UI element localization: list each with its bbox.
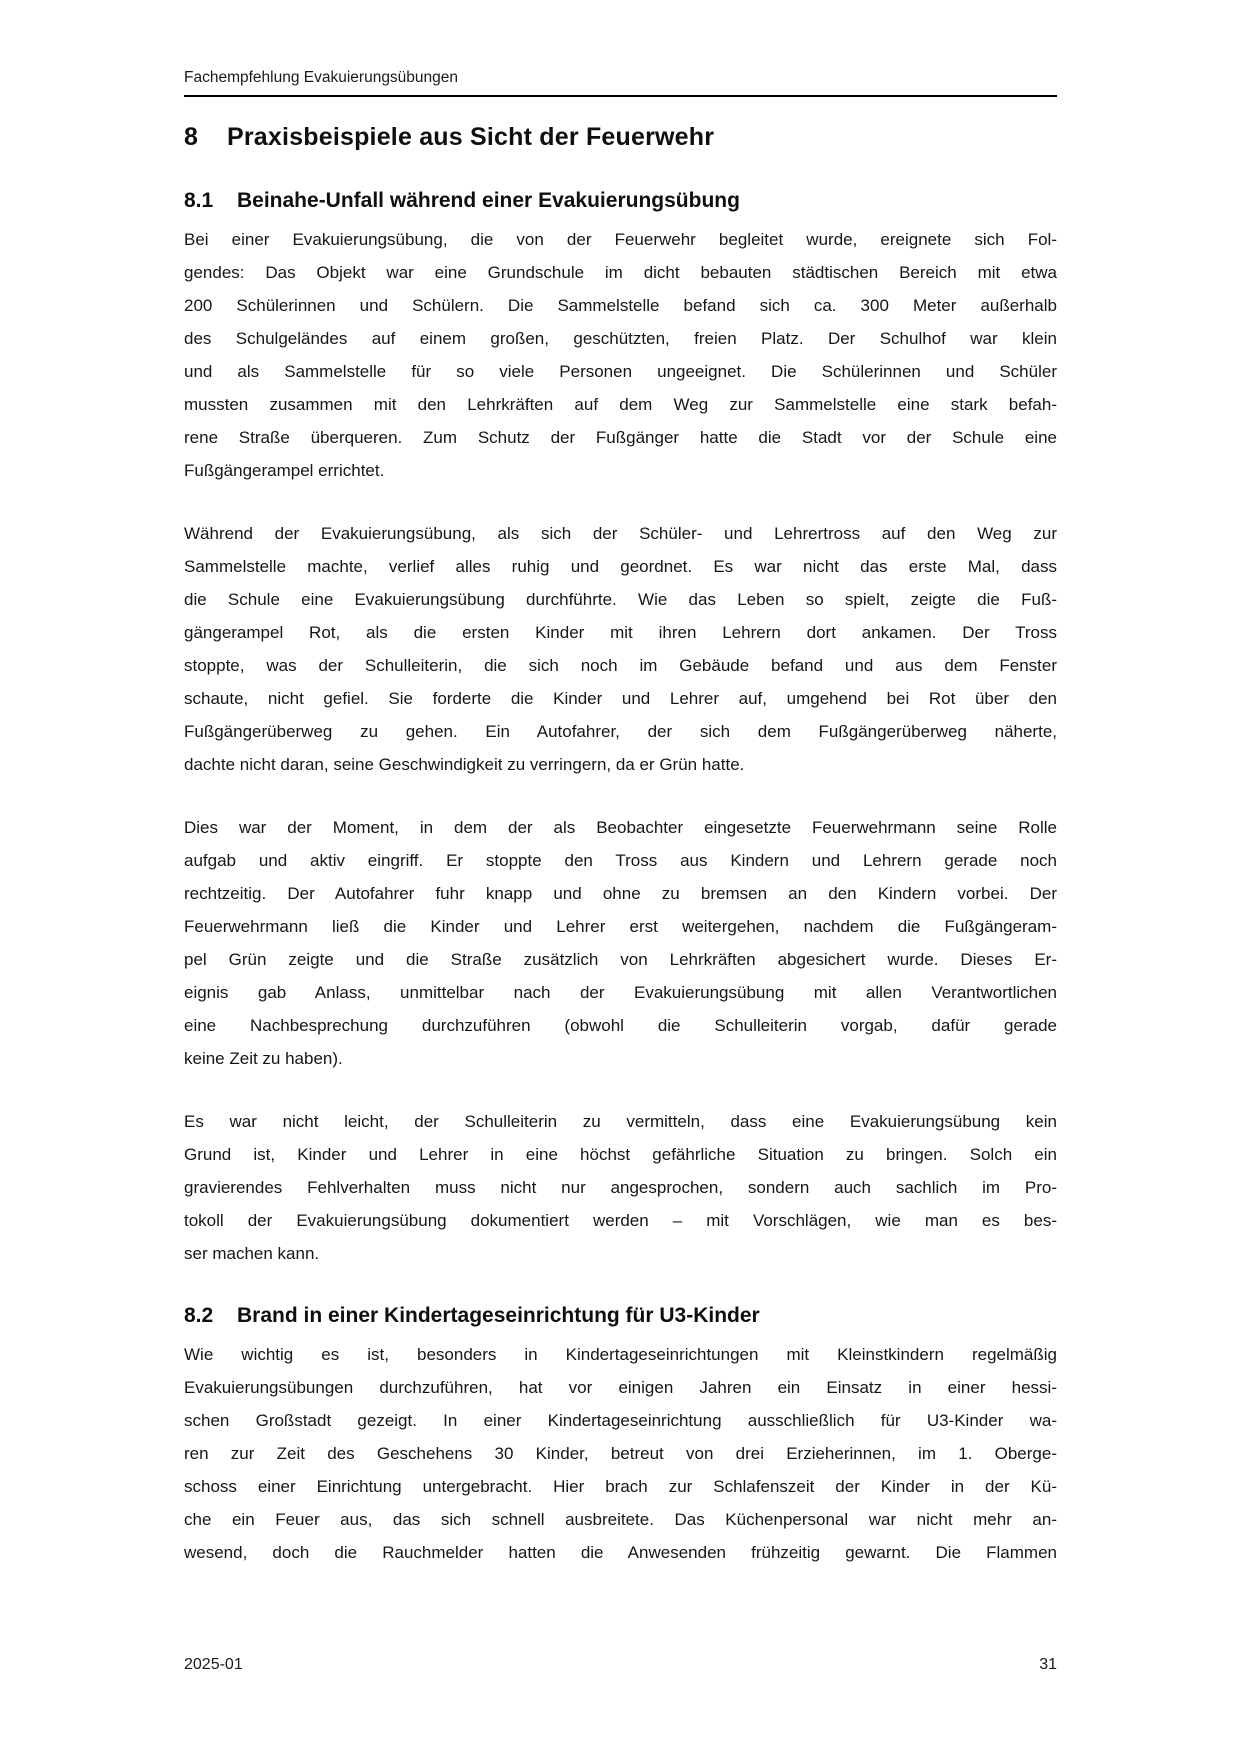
text-line: Fußgängerampel errichtet. [184, 461, 385, 480]
text-line: Es war nicht leicht, der Schulleiterin zu vermitteln, dass eine Evakuierungsübung kein [184, 1112, 1057, 1131]
section-heading-8-2 [184, 1302, 1057, 1329]
text-line: Fußgängerüberweg zu gehen. Ein Autofahrer, der sich dem Fußgängerüberweg näherte, [184, 722, 1057, 741]
text-line: eine Nachbesprechung durchzuführen (obwohl die Schulleiterin vorgab, dafür gerade [184, 1016, 1057, 1035]
text-line: che ein Feuer aus, das sich schnell ausbreitete. Das Küchenpersonal war nicht mehr an- [184, 1510, 1057, 1529]
chapter-title: Praxisbeispiele aus Sicht der Feuerwehr [227, 123, 715, 151]
text-line: gängerampel Rot, als die ersten Kinder mit ihren Lehrern dort ankamen. Der Tross [184, 623, 1057, 642]
text-line: mussten zusammen mit den Lehrkräften auf dem Weg zur Sammelstelle eine stark befah- [184, 395, 1057, 414]
paragraph-2 [184, 517, 1057, 781]
section-heading-8-1 [184, 187, 1057, 214]
text-line: des Schulgeländes auf einem großen, geschützten, freien Platz. Der Schulhof war klein [184, 329, 1057, 348]
text-line: Sammelstelle machte, verlief alles ruhig und geordnet. Es war nicht das erste Mal, dass [184, 557, 1057, 576]
section-title: Brand in einer Kindertageseinrichtung für U3-Kinder [237, 1304, 760, 1327]
text-line: Bei einer Evakuierungsübung, die von der Feuerwehr begleitet wurde, ereignete sich Fol- [184, 230, 1057, 249]
text-line: tokoll der Evakuierungsübung dokumentiert werden – mit Vorschlägen, wie man es bes- [184, 1211, 1057, 1230]
text-line: pel Grün zeigte und die Straße zusätzlich von Lehrkräften abgesichert wurde. Dieses Er- [184, 950, 1057, 969]
text-line: ren zur Zeit des Geschehens 30 Kinder, betreut von drei Erzieherinnen, im 1. Oberge- [184, 1444, 1057, 1463]
text-line: Dies war der Moment, in dem der als Beobachter eingesetzte Feuerwehrmann seine Rolle [184, 818, 1057, 837]
paragraph-4 [184, 1105, 1057, 1270]
text-line: rene Straße überqueren. Zum Schutz der Fußgänger hatte die Stadt vor der Schule eine [184, 428, 1057, 447]
paragraph-1 [184, 223, 1057, 487]
running-header-title: Fachempfehlung Evakuierungsübungen [184, 69, 459, 86]
section-title: Beinahe-Unfall während einer Evakuierungsübung [237, 189, 740, 212]
text-line: Feuerwehrmann ließ die Kinder und Lehrer erst weitergehen, nachdem die Fußgängeram- [184, 917, 1057, 936]
text-line: schoss einer Einrichtung untergebracht. Hier brach zur Schlafenszeit der Kinder in der Kü- [184, 1477, 1057, 1496]
text-line: 200 Schülerinnen und Schülern. Die Sammelstelle befand sich ca. 300 Meter außerhalb [184, 296, 1057, 315]
text-line: stoppte, was der Schulleiterin, die sich noch im Gebäude befand und aus dem Fenster [184, 656, 1057, 675]
page-content [184, 0, 1057, 1569]
text-line: keine Zeit zu haben). [184, 1049, 343, 1068]
text-line: aufgab und aktiv eingriff. Er stoppte den Tross aus Kindern und Lehrern gerade noch [184, 851, 1057, 870]
text-line: rechtzeitig. Der Autofahrer fuhr knapp und ohne zu bremsen an den Kindern vorbei. Der [184, 884, 1057, 903]
section-number: 8.2 [184, 1304, 214, 1327]
text-line: dachte nicht daran, seine Geschwindigkeit zu verringern, da er Grün hatte. [184, 755, 745, 774]
running-header [184, 0, 1057, 97]
text-line: und als Sammelstelle für so viele Personen ungeeignet. Die Schülerinnen und Schüler [184, 362, 1057, 381]
footer-date: 2025-01 [184, 1656, 243, 1673]
text-line: eignis gab Anlass, unmittelbar nach der Evakuierungsübung mit allen Verantwortlichen [184, 983, 1057, 1002]
chapter-number: 8 [184, 123, 199, 151]
text-line: gravierendes Fehlverhalten muss nicht nur angesprochen, sondern auch sachlich im Pro- [184, 1178, 1057, 1197]
paragraph-5 [184, 1338, 1057, 1569]
text-line: wesend, doch die Rauchmelder hatten die Anwesenden frühzeitig gewarnt. Die Flammen [184, 1543, 1057, 1562]
text-line: gendes: Das Objekt war eine Grundschule im dicht bebauten städtischen Bereich mit etwa [184, 263, 1057, 282]
paragraph-3 [184, 811, 1057, 1075]
text-line: Wie wichtig es ist, besonders in Kindertageseinrichtungen mit Kleinstkindern regelmäßig [184, 1345, 1057, 1364]
section-number: 8.1 [184, 189, 214, 212]
text-line: Während der Evakuierungsübung, als sich der Schüler- und Lehrertross auf den Weg zur [184, 524, 1057, 543]
text-line: die Schule eine Evakuierungsübung durchführte. Wie das Leben so spielt, zeigte die Fuß- [184, 590, 1057, 609]
page-footer [184, 1654, 1057, 1675]
chapter-heading [184, 121, 1057, 153]
text-line: schaute, nicht gefiel. Sie forderte die Kinder und Lehrer auf, umgehend bei Rot über den [184, 689, 1057, 708]
text-line: ser machen kann. [184, 1244, 320, 1263]
text-line: Grund ist, Kinder und Lehrer in eine höchst gefährliche Situation zu bringen. Solch ein [184, 1145, 1057, 1164]
text-line: Evakuierungsübungen durchzuführen, hat vor einigen Jahren ein Einsatz in einer hessi- [184, 1378, 1057, 1397]
text-line: schen Großstadt gezeigt. In einer Kindertageseinrichtung ausschließlich für U3-Kinder wa- [184, 1411, 1057, 1430]
footer-page-number: 31 [1039, 1656, 1057, 1673]
